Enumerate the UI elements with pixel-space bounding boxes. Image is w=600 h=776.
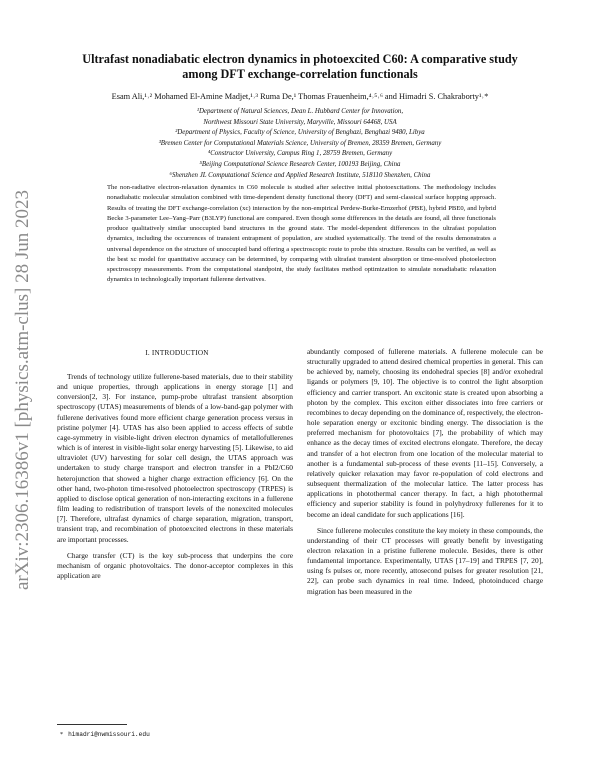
affiliation-line: ³Bremen Center for Computational Materials Science, University of Bremen, 28359 Bremen, Germany: [158, 139, 442, 147]
author-list: Esam Ali,¹˒² Mohamed El-Amine Madjet,¹˒³ Ruma De,¹ Thomas Frauenheim,⁴˒⁵˒⁶ and Himadri S. Chakraborty¹˒*: [111, 92, 489, 101]
affiliation-line: ²Department of Physics, Faculty of Science, University of Benghazi, Benghazi 9480, Libya: [175, 129, 425, 137]
section-heading: I. INTRODUCTION: [145, 349, 209, 357]
affiliation-line: ⁵Beijing Computational Science Research Center, 100193 Beijing, China: [199, 160, 401, 168]
title-line-2: among DFT exchange-correlation functionals: [182, 67, 418, 81]
paper-title: [50, 52, 550, 82]
paragraph: Trends of technology utilize fullerene-based materials, due to their stability and unique properties, through applications in energy storage [1] and conversion[2, 3]. For instance, pump-probe ultrafast transient absorption spectroscopy (UTAS) measurements of blends of a low-band-gap polymer with fullerene derivatives found more efficient charge generation process versus in pristine polymer [4]. UTAS has also been applied to access effects of subtle cage-symmetry in visible-light driven electron dynamics of metallofullerenes which is of interest in visible-light solar energy harvesting [5]. Likewise, to aid ultraviolet (UV) harvesting for solar cell design, the UTAS approach was undertaken to study charge transport and electron transfer in a PbI2/C60 heterojunction that showed a higher charge extraction efficiency [6]. On the other hand, two-photon time-resolved photoelectron spectroscopy (TRPES) is applied to disclose optical generation of non-interacting excitons in a fullerene film leading to redistribution of transport levels of the nonexcited molecules [7]. Therefore, ultrafast dynamics of charge separation, migration, transport, transient trap, and recombination of photoexcited electrons in these materials are important processes.: [57, 372, 293, 544]
affiliation-line: Northwest Missouri State University, Maryville, Missouri 64468, USA: [203, 118, 397, 126]
affiliation-line: ⁶Shenzhen JL Computational Science and Applied Research Institute, 518110 Shenzhen, China: [169, 171, 431, 179]
arxiv-stamp: [8, 190, 38, 590]
footnote: [60, 731, 150, 738]
paragraph: abundantly composed of fullerene materials. A fullerene molecule can be structurally upgraded to attend desired chemical properties in general. This can be achieved by, namely, choosing its endohedral species [8] and/or exohedral ligands or polymers [9, 10]. The objective is to control the light absorption efficiency and carrier transport. An excitonic state is created upon absorbing a photon by the complex. This exciton either dissociates into free carriers or recombines to decay depending on the dominance of, respectively, the electron-hole separation energy or excitonic binding energy. The dissociation is the preferred mechanism for photovoltaics [7], the probability of which may enhance as the decay times of excited electrons elongate. Therefore, the decay and transfer of a hot electron from one location of the molecular material to another is a fundamental sub-process of these events [11–15]. Conversely, a relatively quicker relaxation may favor re-population of cold electrons and subsequent thermalization of the molecular lattice. The latter process has applications in photothermal cancer therapy. In fact, a high photothermal efficiency and superior stability is found in polyhydroxy fullerenes for it to become an ideal candidate for such applications [16].: [307, 347, 543, 519]
abstract: The non-radiative electron-relaxation dynamics in C60 molecule is studied after selective initial photoexcitations. The methodology includes nonadiabatic molecular simulation combined with time-dependent density functional theory (DFT) and semi-classical surface hopping approach. Results of treating the DFT exchange-correlation (xc) interaction by the non-empirical Perdew-Burke-Ernzerhof (PBE), hybrid PBE0, and hybrid Becke 3-parameter Lee–Yang–Parr (B3LYP) functional are compared. Even though some differences in the details are found, all three functionals produce qualitatively similar unoccupied band structures in the ground state. The model-dependent differences in the ultrafast population dynamics, including the occurrences of transient entrapment of population, are studied systematically. The trend of the results demonstrates a universal dependence on the structure of unoccupied band offering a spectroscopic route to probe this structure. Results can be verified, as well as the best xc model for quantitative accuracy can be determined, by comparing with ultrafast transient absorption or time-resolved photoelectron spectroscopy measurements. From the computational standpoint, the study facilitates method optimization to simulate nonadiabatic relaxation dynamics in technologically important fullerene derivatives.: [107, 184, 496, 284]
footnote-mark: *: [60, 731, 64, 738]
footnote-divider: [57, 724, 127, 725]
left-column: [57, 372, 293, 581]
paragraph: Charge transfer (CT) is the key sub-process that underpins the core mechanism of organic photovoltaics. The donor-acceptor complexes in this application are: [57, 550, 293, 580]
affiliations: [60, 107, 540, 181]
paragraph: Since fullerene molecules constitute the key moiety in these compounds, the understanding of their CT processes will greatly benefit by investigating electron relaxation in a pristine fullerene molecule. Besides, there is other fundamental importance. Experimentally, UTAS [17–19] and TRPES [7, 20], using fs pulses or, more recently, attosecond pulses for greater resolution [21, 22], can probe such dynamics in real time. Indeed, photoinduced charge migration has been measured in the: [307, 525, 543, 596]
footnote-email[interactable]: himadri@nwmissouri.edu: [68, 731, 150, 738]
arxiv-stamp-text: arXiv:2306.16386v1 [physics.atm-clus] 28 Jun 2023: [12, 189, 33, 591]
affiliation-line: ⁴Constructor University, Campus Ring 1, 28759 Bremen, Germany: [207, 150, 393, 158]
title-line-1: Ultrafast nonadiabatic electron dynamics in photoexcited C60: A comparative study: [82, 52, 518, 66]
right-column: [307, 347, 543, 597]
affiliation-line: ¹Department of Natural Sciences, Dean L. Hubbard Center for Innovation,: [196, 108, 404, 115]
